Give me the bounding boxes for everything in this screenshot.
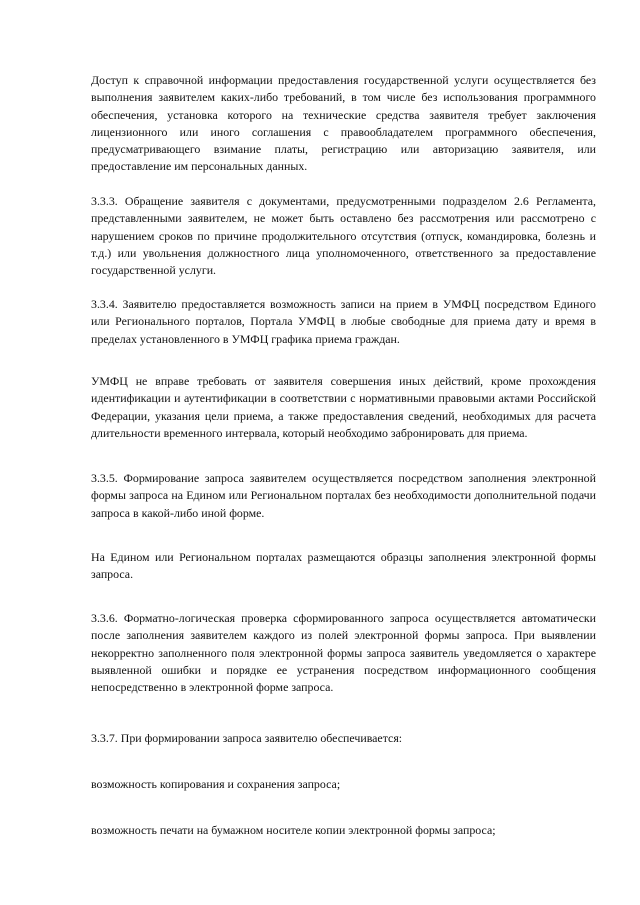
paragraph-3-3-4: 3.3.4. Заявителю предоставляется возможность записи на прием в УМФЦ посредством Единого или Регионального порталов, Портала УМФЦ в любые свободные для приема дату и время в пределах установленного в УМФЦ графика приема граждан. xyxy=(91,297,596,346)
paragraph-reference-info-access: Доступ к справочной информации предоставления государственной услуги осуществляется без выполнения заявителем каких-либо требований, в том числе без использования программного обеспечения, установка которого на технические средства заявителя требует заключения лицензионного или иного соглашения с правообладателем программного обеспечения, предусматривающего взимание платы, регистрацию или авторизацию заявителя, или предоставление им персональных данных. xyxy=(91,73,596,174)
paragraph-print-copy: возможность печати на бумажном носителе копии электронной формы запроса; xyxy=(91,823,496,837)
paragraph-3-3-3: 3.3.3. Обращение заявителя с документами, предусмотренными подразделом 2.6 Регламента, представленными заявителем, не может быть оставлено без рассмотрения или рассмотрено с нарушением сроков по причине продолжительного отсутствия (отпуск, командировка, болезнь и т.д.) или увольнения должностного лица уполномоченного, ответственного за предоставление государственной услуги. xyxy=(91,194,596,278)
paragraph-3-3-7: 3.3.7. При формировании запроса заявителю обеспечивается: xyxy=(91,731,403,745)
paragraph-3-3-6: 3.3.6. Форматно-логическая проверка сформированного запроса осуществляется автоматически после заполнения заявителем каждого из полей электронной формы запроса. При выявлении некорректно заполненного поля электронной формы запроса заявитель уведомляется о характере выявленной ошибки и порядке ее устранения посредством информационного сообщения непосредственно в электронной форме запроса. xyxy=(91,611,596,695)
paragraph-form-samples: На Едином или Региональном порталах размещаются образцы заполнения электронной формы запроса. xyxy=(91,550,596,582)
paragraph-3-3-5: 3.3.5. Формирование запроса заявителем осуществляется посредством заполнения электронной формы запроса на Едином или Региональном порталах без необходимости дополнительной подачи запроса в какой-либо иной форме. xyxy=(91,471,596,520)
paragraph-umfc-restrictions: УМФЦ не вправе требовать от заявителя совершения иных действий, кроме прохождения идентификации и аутентификации в соответствии с нормативными правовыми актами Российской Федерации, указания цели приема, а также предоставления сведений, необходимых для расчета длительности временного интервала, который необходимо забронировать для приема. xyxy=(91,374,596,440)
paragraph-copy-save: возможность копирования и сохранения запроса; xyxy=(91,777,341,791)
